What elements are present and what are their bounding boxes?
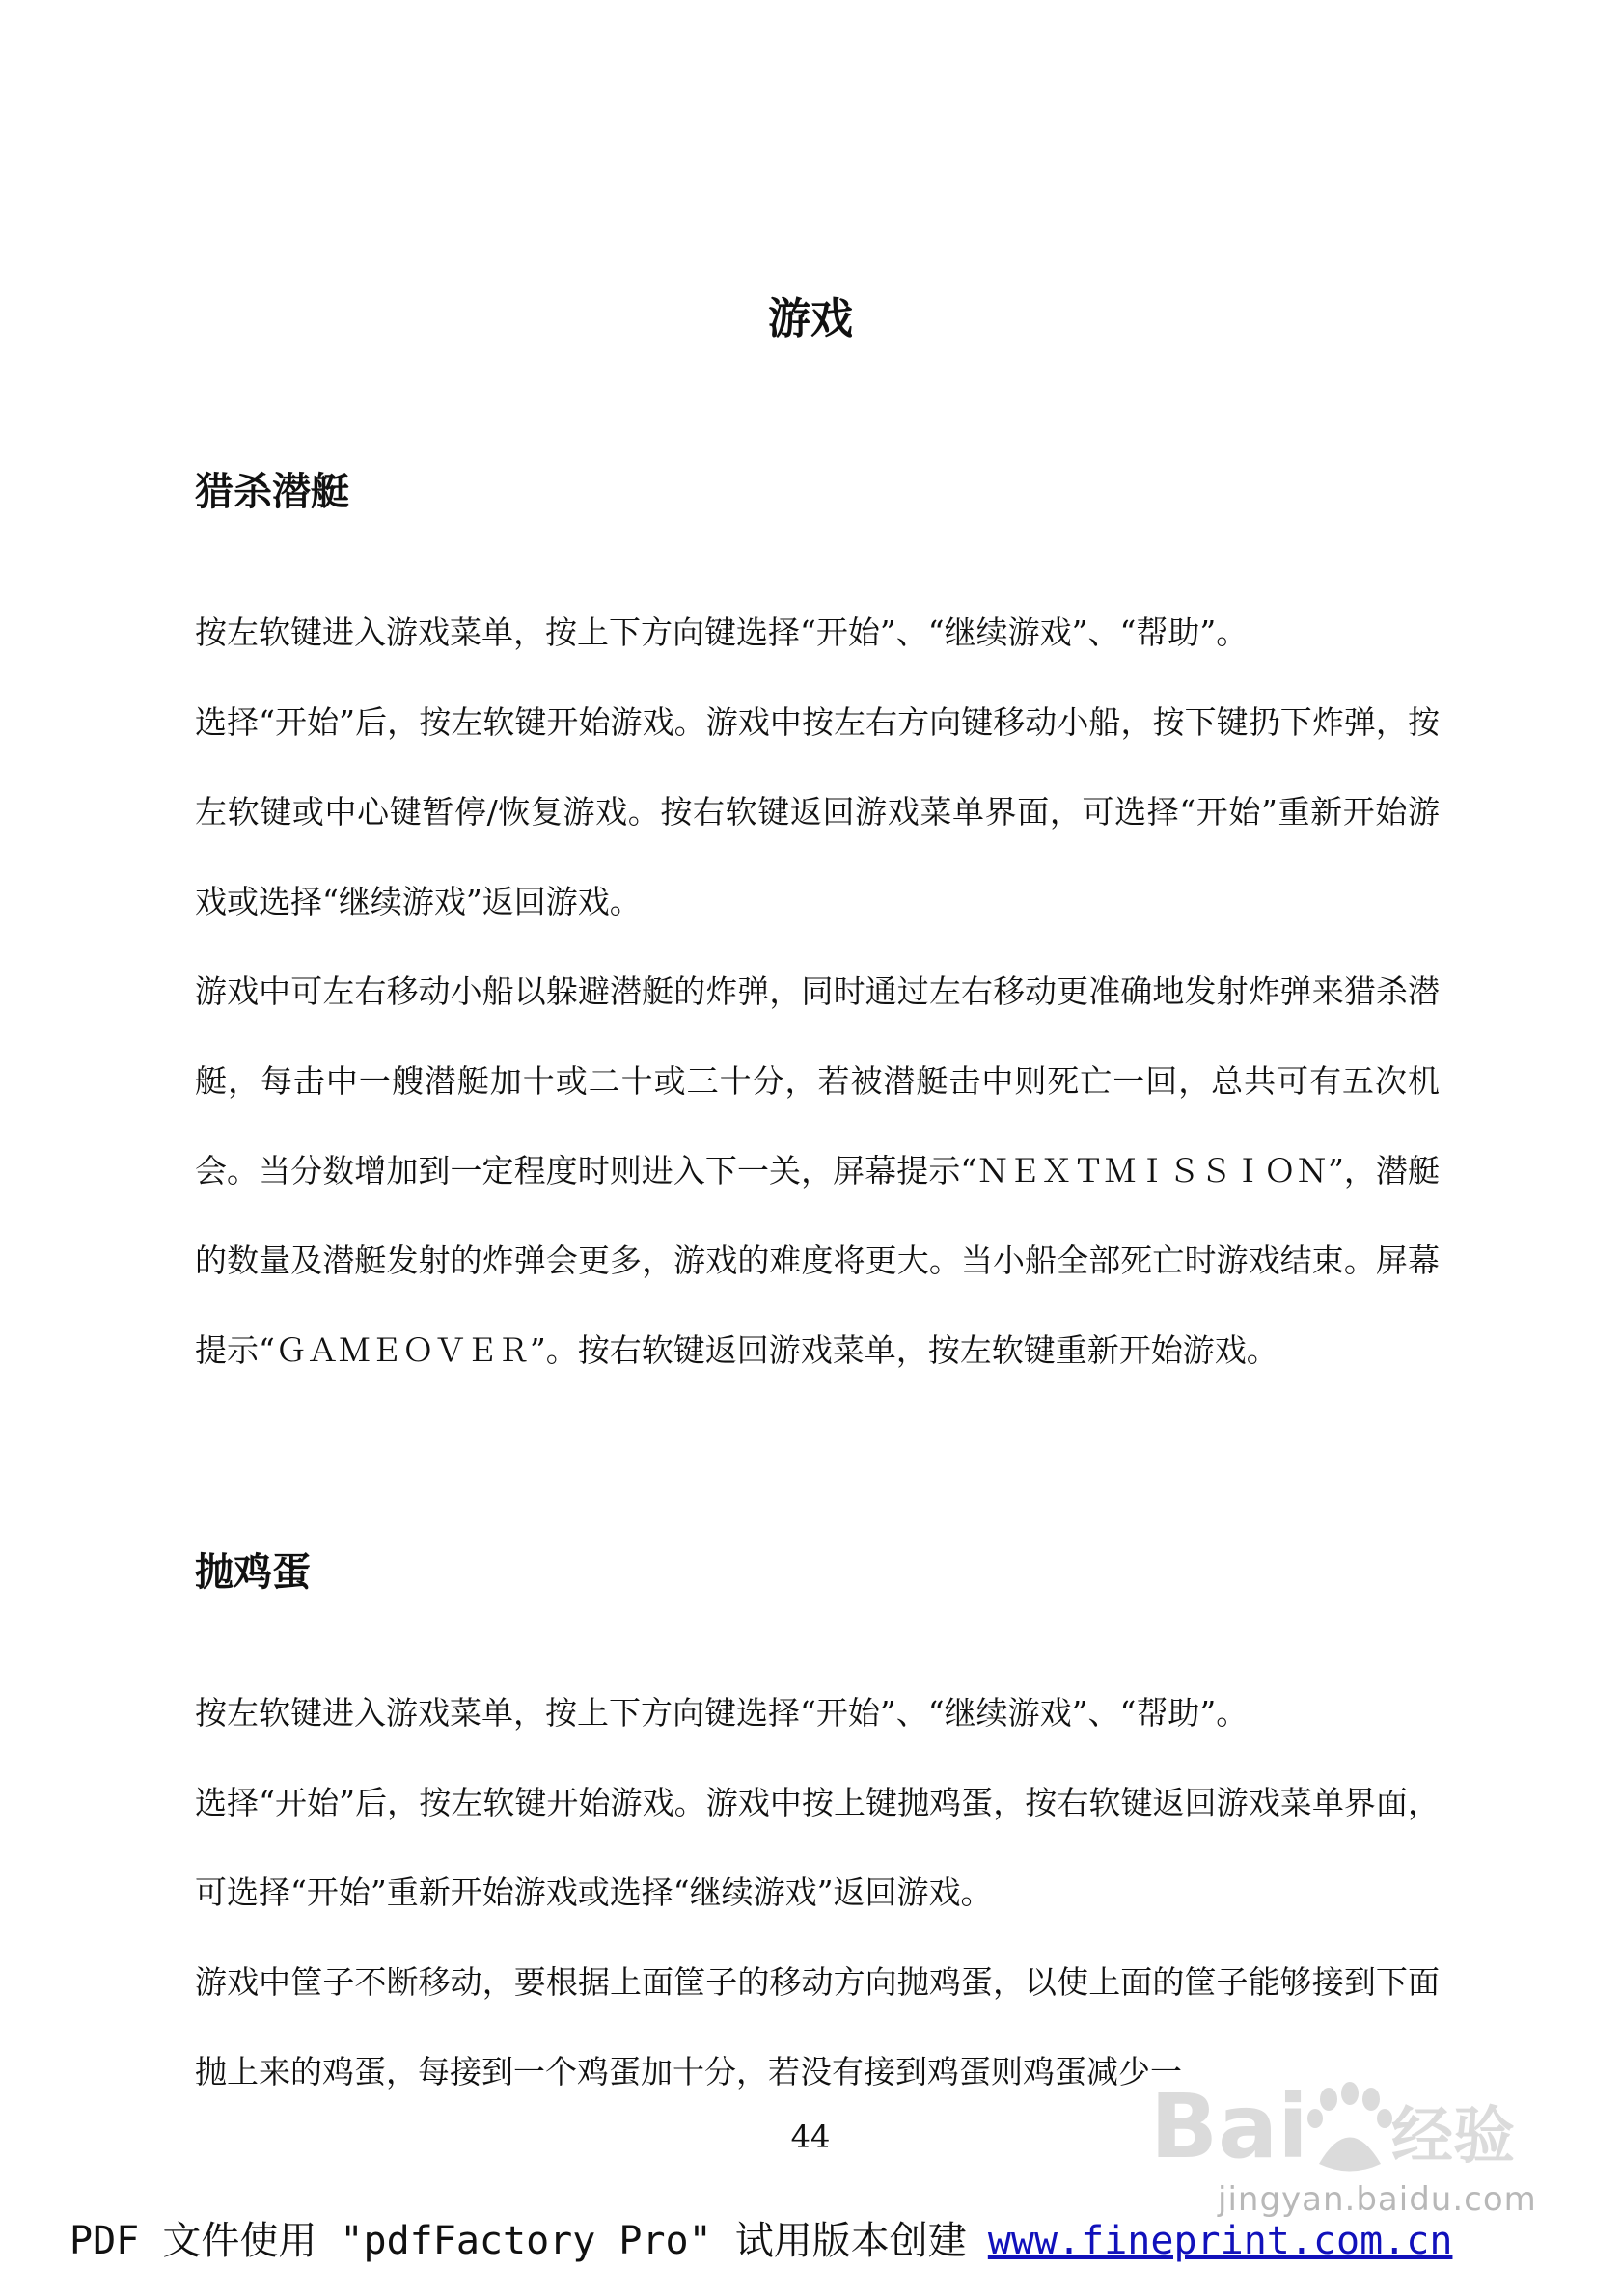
paragraph: 按左软键进入游戏菜单，按上下方向键选择“开始”、“继续游戏”、“帮助”。: [195, 1694, 1249, 1732]
paragraph: 游戏中筐子不断移动，要根据上面筐子的移动方向抛鸡蛋，以使上面的筐子能够接到下面抛上来的鸡蛋，每接到一个鸡蛋加十分，若没有接到鸡蛋则鸡蛋减少一: [195, 1963, 1440, 2091]
footer-text: PDF 文件使用 "pdfFactory Pro" 试用版本创建: [69, 2219, 967, 2263]
svg-text:Bai: Bai: [1150, 2075, 1308, 2178]
footer-link[interactable]: www.fineprint.com.cn: [987, 2219, 1453, 2263]
pdf-footer: [69, 2212, 1452, 2270]
page-title: 游戏: [768, 294, 853, 343]
paragraph: 选择“开始”后，按左软键开始游戏。游戏中按上键抛鸡蛋，按右软键返回游戏菜单界面，可选择“开始”重新开始游戏或选择“继续游戏”返回游戏。: [195, 1784, 1440, 1911]
page-number: 44: [790, 2118, 831, 2155]
paragraph: 游戏中可左右移动小船以躲避潜艇的炸弹，同时通过左右移动更准确地发射炸弹来猎杀潜艇，每击中一艘潜艇加十或二十或三十分，若被潜艇击中则死亡一回，总共可有五次机会。当分数增加到一定程度时则进入下一关，屏幕提示“ＮＥＸＴＭＩＳＳＩＯＮ”，潜艇的数量及潜艇发射的炸弹会更多，游戏的难度将更大。当小船全部死亡时游戏结束。屏幕提示“ＧＡＭＥＯＶＥＲ”。按右软键返回游戏菜单，按左软键重新开始游戏。: [195, 972, 1440, 1369]
section-heading: 抛鸡蛋: [195, 1550, 311, 1595]
section-egg-toss: [195, 1542, 1440, 2117]
section-submarine-hunt: [195, 461, 1440, 1395]
section-heading: 猎杀潜艇: [195, 470, 349, 514]
paragraph: 选择“开始”后，按左软键开始游戏。游戏中按左右方向键移动小船，按下键扔下炸弹，按左软键或中心键暂停/恢复游戏。按右软键返回游戏菜单界面，可选择“开始”重新开始游戏或选择“继续游戏”返回游戏。: [195, 703, 1440, 920]
paragraph: 按左软键进入游戏菜单，按上下方向键选择“开始”、“继续游戏”、“帮助”。: [195, 614, 1249, 651]
watermark-url: jingyan.baidu.com: [1218, 2180, 1537, 2219]
svg-text:经验: 经验: [1391, 2101, 1515, 2173]
